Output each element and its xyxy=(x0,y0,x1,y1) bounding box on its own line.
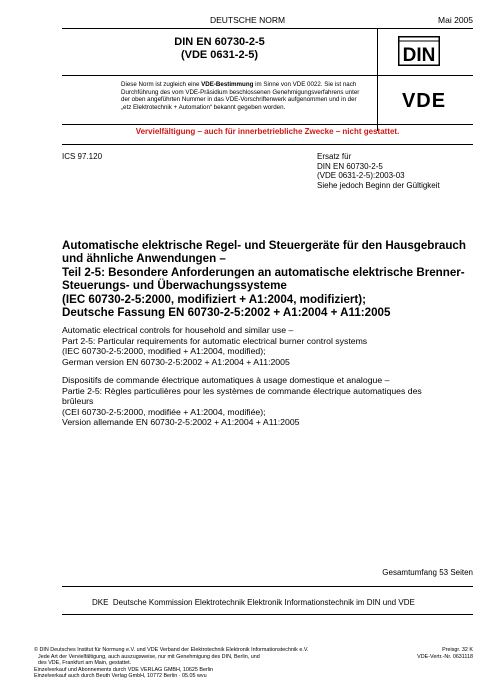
vde-logo-text: VDE xyxy=(401,90,447,111)
vde-bestimmung-emphasis: VDE-Bestimmung xyxy=(201,81,254,88)
din-logo-graphic xyxy=(398,36,440,66)
publication-date: Mai 2005 xyxy=(438,15,473,25)
reproduction-divider xyxy=(62,144,473,145)
total-page-count: Gesamtumfang 53 Seiten xyxy=(382,568,473,577)
vde-logo-graphic xyxy=(394,89,454,111)
dke-abbreviation: DKE xyxy=(92,598,109,607)
header-divider xyxy=(62,28,473,29)
ics-classification: ICS 97.120 xyxy=(62,152,103,161)
identifier-divider xyxy=(62,75,473,76)
identifier-vde: (VDE 0631-2-5) xyxy=(180,49,259,61)
page-count-divider xyxy=(62,586,473,587)
vde-notice: Diese Norm ist zugleich eine VDE-Bestimmung im Sinne von VDE 0022. Sie ist nach Durchführung des vom VDE-Präsidium beschlossenen Genehmigungsverfahrens unter der oben angeführten Nummer in das VDE-Vorschriftenwerk aufgenommen und in der „etz Elektrotechnik + Automation“ bekannt gegeben worden. xyxy=(121,81,360,111)
title-english: Automatic electrical controls for household and similar use – Part 2-5: Particular requirements for automatic electrical burner control systems (IEC 60730-2-5:2000, modified + A1:2004, modified); German version EN 60730-2-5:2002 + A1:2004 + A11:2005 xyxy=(62,325,368,367)
notice-divider xyxy=(62,124,473,125)
dke-full-name: Deutsche Kommission Elektrotechnik Elektronik Informationstechnik im DIN und VDE xyxy=(112,598,415,607)
copyright-block: © DIN Deutsches Institut für Normung e.V. und VDE Verband der Elektrotechnik Elektronik Informationstechnik e.V. Jede Art der Vervielfältigung, auch auszugsweise, nur mit Genehmigung des DIN, Berlin, und des VDE, Frankfurt am Main, gestattet. Einzelverkauf und Abonnements durch VDE VERLAG GMBH, 10625 Berlin Einzelverkauf auch durch Beuth Verlag GmbH, 10772 Berlin · 05.05 wvu xyxy=(34,647,309,680)
dke-line xyxy=(92,598,415,608)
price-info xyxy=(417,647,473,660)
vde-logo xyxy=(394,89,454,111)
document-identifier xyxy=(62,36,377,62)
title-german: Automatische elektrische Regel- und Steuergeräte für den Hausgebrauch und ähnliche Anwendungen – Teil 2-5: Besondere Anforderungen an automatische elektrische Brenner- Steuerungs- und Überwachungssysteme (IEC 60730-2-5:2000, modifiziert + A1:2004, modifiziert); Deutsche Fassung EN 60730-2-5:2002 + A1:2004 + A11:2005 xyxy=(62,239,466,320)
identifier-din: DIN EN 60730-2-5 xyxy=(174,36,265,48)
dke-divider xyxy=(62,614,473,615)
logo-column-divider xyxy=(377,28,378,131)
din-logo-text: DIN xyxy=(402,45,436,66)
standard-type-label: DEUTSCHE NORM xyxy=(209,15,286,25)
vde-order-number: VDE-Vertr.-Nr. 0631118 xyxy=(417,653,473,660)
replaces-block: Ersatz für DIN EN 60730-2-5 (VDE 0631-2-5):2003-03 Siehe jedoch Beginn der Gültigkeit xyxy=(317,152,440,190)
din-logo xyxy=(398,36,440,66)
price-group: Preisgr. 32 K xyxy=(442,647,473,653)
title-french: Dispositifs de commande électrique automatiques à usage domestique et analogue – Partie 2-5: Règles particulières pour les systèmes de commande électrique automatiques des brûleurs (CEI 60730-2-5:2000, modifiée + A1:2004, modifiée); Version allemande EN 60730-2-5:2002 + A1:2004 + A11:2005 xyxy=(62,375,422,427)
reproduction-notice: Vervielfältigung – auch für innerbetriebliche Zwecke – nicht gestattet. xyxy=(135,127,400,136)
